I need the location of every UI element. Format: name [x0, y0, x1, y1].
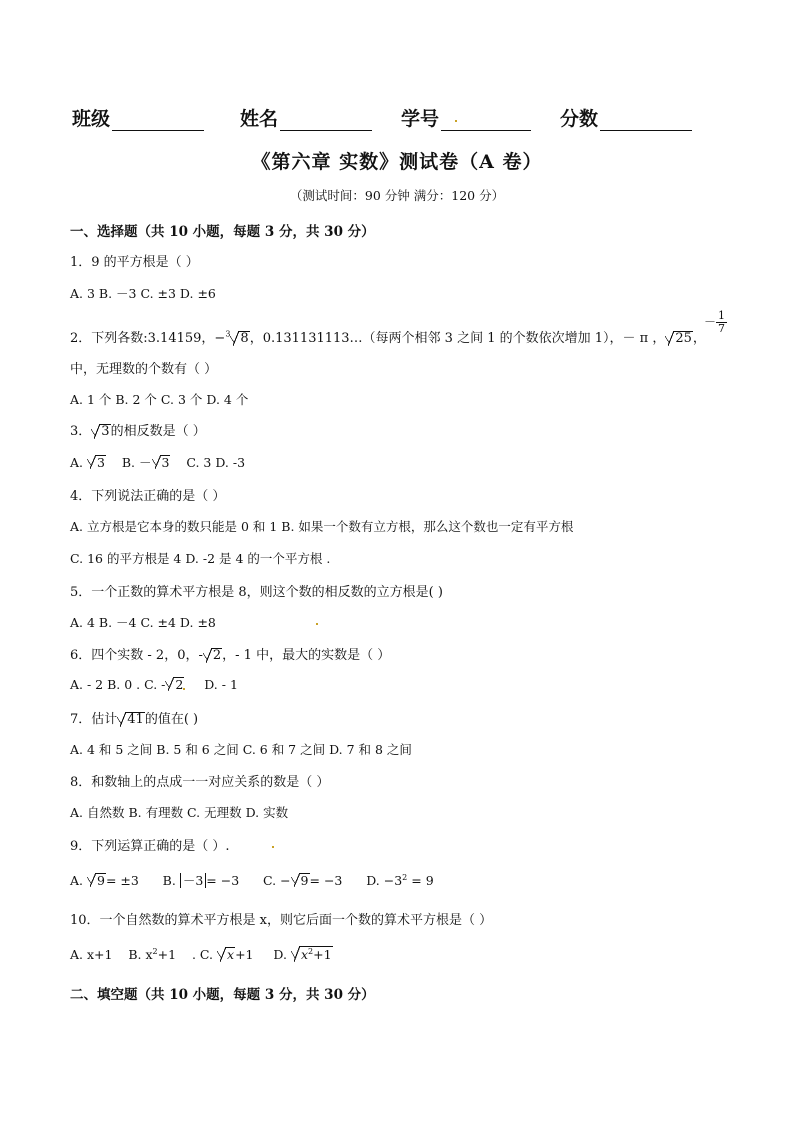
q9-option-a-rhs: = ±3 — [105, 873, 139, 888]
q7-text-2: 的值在( ) — [144, 712, 199, 727]
score-blank[interactable] — [600, 110, 692, 131]
question-8-options: A. 自然数 B. 有理数 C. 无理数 D. 实数 — [70, 805, 289, 820]
q3-option-a-label: A. — [70, 455, 84, 470]
q3-text: 的相反数是（ ） — [110, 424, 206, 439]
score-field — [560, 104, 692, 131]
q9-option-c-rhs: = −3 — [309, 873, 343, 888]
q10-option-d-label: D. — [273, 947, 287, 963]
q9-option-a-radicand: 9 — [97, 873, 105, 888]
fraction-numerator: 1 — [718, 309, 726, 322]
q7-radicand: 41 — [127, 712, 144, 727]
page-title: 《第六章 实数》测试卷（A 卷） — [251, 151, 543, 173]
q6-text-2: ，- 1 中，最大的实数是（ ） — [222, 648, 391, 663]
question-6-stem — [70, 644, 390, 664]
q10-option-c-radicand: x — [227, 947, 235, 963]
q6-sqrt — [203, 648, 222, 664]
q2-neg-cube-root: −$^3$ 8 — [214, 329, 249, 346]
section-heading-fill-blank: 二、填空题（共 10 小题，每题 3 分，共 30 分） — [70, 987, 375, 1003]
q9-option-c-label: C. − — [263, 873, 291, 888]
q9-option-b-label: B. — [162, 873, 176, 888]
q3-option-a-sqrt — [87, 455, 106, 470]
q9-option-a-label: A. — [70, 873, 84, 888]
speck-mark — [455, 120, 457, 122]
question-10-options — [70, 946, 333, 963]
q6-radicand: 2 — [212, 648, 222, 663]
question-4-options-line1: A. 立方根是它本身的数只能是 0 和 1 B. 如果一个数有立方根，那么这个数也一定有平方根 — [70, 519, 574, 534]
q2-fraction-sign: － — [704, 315, 717, 330]
name-field — [240, 104, 372, 131]
question-3-options — [70, 453, 245, 471]
q10-option-d-sqrt — [291, 946, 333, 963]
q9-option-a-sqrt — [87, 873, 106, 888]
q10-option-b-base: B. x — [128, 947, 153, 963]
q9-option-d-label: D. −3 — [366, 873, 403, 888]
sqrt-radicand-25: 25 — [675, 331, 692, 346]
question-3-stem — [70, 420, 206, 440]
question-10-stem: 10．一个自然数的算术平方根是 x，则它后面一个数的算术平方根是（ ） — [70, 913, 493, 928]
class-label: 班级 — [72, 108, 111, 130]
q7-sqrt — [117, 712, 145, 728]
question-9-options — [70, 871, 434, 889]
cube-root-radicand: 8 — [240, 331, 249, 346]
q2-fraction — [704, 310, 727, 335]
question-1-options: A. 3 B. －3 C. ±3 D. ±6 — [70, 286, 216, 301]
cube-root-index: 3 — [225, 329, 231, 339]
student-info-header — [0, 104, 794, 130]
fraction-denominator: 7 — [718, 322, 726, 336]
q6-option-c-sqrt — [165, 677, 184, 692]
q3-option-a-radicand: 3 — [97, 455, 105, 470]
q6-text-1: 6．四个实数 - 2，0，- — [70, 648, 203, 663]
q6-options-abc: A. - 2 B. 0 . C. - — [70, 677, 166, 692]
question-7-options: A. 4 和 5 之间 B. 5 和 6 之间 C. 6 和 7 之间 D. 7 和 8 之间 — [70, 742, 412, 757]
question-2-stem: 2．下列各数:3.14159，−$^3$ 8，0.131131113…（每两个相邻 3 之间 1 的个数依次增加 1），－ π ， 25， — [70, 329, 706, 346]
q2-text-2: ，0.131131113…（每两个相邻 3 之间 1 的个数依次增加 1），－ π ， — [249, 331, 666, 346]
q3-option-b-radicand: 3 — [161, 455, 170, 470]
q10-option-c-label: . C. — [191, 947, 214, 963]
question-4-stem: 4．下列说法正确的是（ ） — [70, 489, 226, 504]
name-label: 姓名 — [240, 108, 279, 130]
q3-sqrt — [91, 424, 110, 440]
question-7-stem — [70, 708, 198, 728]
q10-option-c-tail: +1 — [235, 947, 254, 963]
student-id-label: 学号 — [401, 108, 440, 130]
q3-radicand: 3 — [101, 424, 110, 439]
question-6-options — [70, 677, 238, 692]
name-blank[interactable] — [280, 110, 372, 131]
question-5-stem: 5．一个正数的算术平方根是 8，则这个数的相反数的立方根是( ) — [70, 585, 443, 600]
question-8-stem: 8．和数轴上的点成一一对应关系的数是（ ） — [70, 775, 330, 790]
speck-mark — [316, 623, 318, 625]
question-4-options-line2: C. 16 的平方根是 4 D. -2 是 4 的一个平方根 . — [70, 551, 331, 566]
q9-option-b-rhs: = −3 — [206, 873, 240, 888]
q3-option-b-label: B. － — [121, 455, 152, 470]
q10-option-d-exponent: 2 — [308, 947, 314, 956]
question-2-stem-line2: 中，无理数的个数有（ ） — [70, 362, 218, 377]
q9-option-d-rhs: = 9 — [411, 873, 434, 888]
question-9-stem: 9．下列运算正确的是（ ）. — [70, 839, 230, 854]
question-1-stem: 1．9 的平方根是（ ） — [70, 255, 199, 270]
q3-options-cd: C. 3 D. -3 — [186, 455, 246, 470]
question-5-options: A. 4 B. －4 C. ±4 D. ±8 — [70, 615, 216, 630]
section-heading-choice: 一、选择题（共 10 小题，每题 3 分，共 30 分） — [70, 224, 375, 240]
q3-number: 3． — [70, 424, 92, 439]
q2-sqrt — [665, 331, 693, 347]
q7-text-1: 7．估计 — [70, 712, 118, 727]
q9-option-c-radicand: 9 — [300, 873, 309, 888]
q10-option-b-exponent: 2 — [152, 947, 158, 956]
question-2-options: A. 1 个 B. 2 个 C. 3 个 D. 4 个 — [70, 392, 249, 407]
q10-option-c-sqrt — [217, 947, 235, 962]
q9-option-d-exponent: 2 — [402, 872, 408, 882]
q10-option-b-tail: +1 — [157, 947, 177, 963]
q9-option-c-sqrt — [291, 873, 310, 888]
exam-info: （测试时间：90 分钟 满分：120 分） — [289, 188, 505, 203]
q3-option-b-sqrt — [152, 455, 171, 470]
class-field — [72, 104, 204, 131]
speck-mark — [183, 688, 185, 690]
class-blank[interactable] — [112, 110, 204, 131]
score-label: 分数 — [560, 108, 599, 130]
speck-mark — [272, 846, 274, 848]
q9-option-b-abs: －3 — [180, 873, 206, 888]
q6-option-c-radicand: 2 — [175, 677, 184, 692]
student-id-field — [401, 104, 531, 131]
q10-option-d-tail: +1 — [313, 947, 332, 963]
q2-text-1: 2．下列各数:3.14159， — [70, 331, 215, 346]
q6-option-d: D. - 1 — [204, 677, 238, 692]
q10-option-a: A. x+1 — [70, 947, 113, 963]
q10-option-d-base: x — [300, 947, 308, 963]
